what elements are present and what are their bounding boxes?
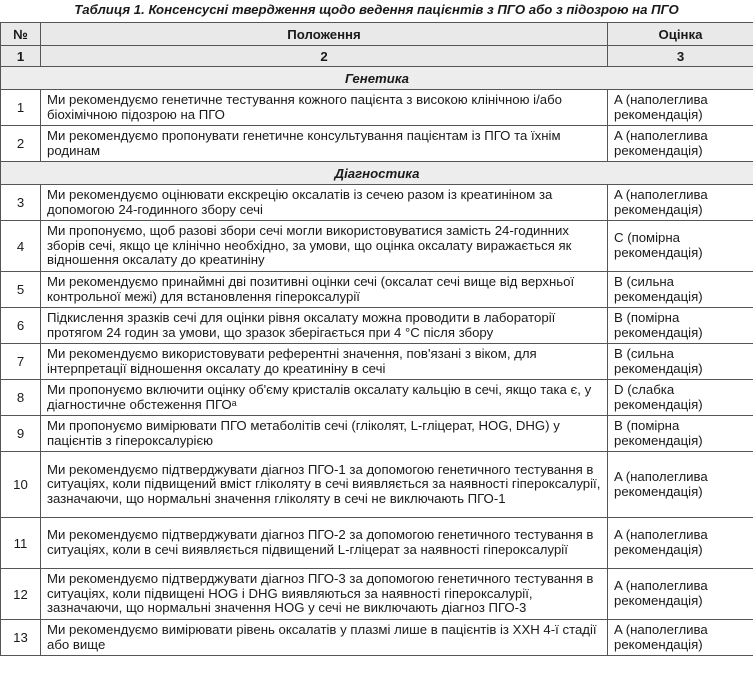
row-number: 2 (1, 126, 41, 162)
header-statement: Положення (41, 23, 608, 46)
table-row (1, 380, 753, 416)
section-title: Генетика (1, 67, 753, 90)
row-statement: Ми пропонуємо вимірювати ПГО метаболітів сечі (гліколят, L-гліцерат, HOG, DHG) у пацієнтів з гіпероксалурією (41, 416, 608, 452)
column-number: 2 (41, 46, 608, 67)
row-grade: A (наполеглива рекомендація) (608, 620, 753, 656)
row-grade: B (сильна рекомендація) (608, 272, 753, 308)
table-row (1, 126, 753, 162)
row-grade: A (наполеглива рекомендація) (608, 452, 753, 518)
row-grade: C (помірна рекомендація) (608, 221, 753, 272)
section-row (1, 67, 753, 90)
row-number: 9 (1, 416, 41, 452)
row-number: 4 (1, 221, 41, 272)
table-row (1, 308, 753, 344)
column-number: 1 (1, 46, 41, 67)
row-number: 11 (1, 518, 41, 569)
row-statement: Ми рекомендуємо використовувати референтні значення, пов'язані з віком, для інтерпретації відношення оксалату до креатиніну в сечі (41, 344, 608, 380)
row-grade: A (наполеглива рекомендація) (608, 569, 753, 620)
row-number: 1 (1, 90, 41, 126)
row-statement: Ми рекомендуємо принаймні дві позитивні оцінки сечі (оксалат сечі вище від верхньої контрольної межі) для встановлення гіпероксалурії (41, 272, 608, 308)
row-statement: Ми рекомендуємо вимірювати рівень оксалатів у плазмі лише в пацієнтів із ХХН 4-ї стадії або вище (41, 620, 608, 656)
table-row (1, 569, 753, 620)
row-statement: Ми рекомендуємо підтверджувати діагноз ПГО-3 за допомогою генетичного тестування в ситуаціях, коли підвищені HOG і DHG виявляються за наявності гіпероксалурії, зазначаючи, що нормальні значення HOG у сечі не виключають діагноз ПГО-3 (41, 569, 608, 620)
row-statement: Ми рекомендуємо генетичне тестування кожного пацієнта з високою клінічною і/або біохімічною підозрою на ПГО (41, 90, 608, 126)
table-row (1, 518, 753, 569)
row-statement: Ми пропонуємо включити оцінку об'єму кристалів оксалату кальцію в сечі, якщо така є, у діагностичне обстеження ПГОᵃ (41, 380, 608, 416)
row-number: 12 (1, 569, 41, 620)
row-grade: B (сильна рекомендація) (608, 344, 753, 380)
row-statement: Ми рекомендуємо пропонувати генетичне консультування пацієнтам із ПГО та їхнім родинам (41, 126, 608, 162)
row-grade: A (наполеглива рекомендація) (608, 126, 753, 162)
table-row (1, 185, 753, 221)
row-number: 3 (1, 185, 41, 221)
row-grade: A (наполеглива рекомендація) (608, 518, 753, 569)
row-grade: D (слабка рекомендація) (608, 380, 753, 416)
row-statement: Ми пропонуємо, щоб разові збори сечі могли використовуватися замість 24-годинних зборів сечі, якщо це клінічно необхідно, за умови, що оцінка оксалату виражається як відношення оксалату до креатиніну (41, 221, 608, 272)
row-grade: A (наполеглива рекомендація) (608, 90, 753, 126)
consensus-table (0, 22, 753, 656)
row-number: 8 (1, 380, 41, 416)
row-grade: B (помірна рекомендація) (608, 308, 753, 344)
row-number: 13 (1, 620, 41, 656)
section-title: Діагностика (1, 162, 753, 185)
table-row (1, 272, 753, 308)
table-caption: Таблиця 1. Консенсусні твердження щодо ведення пацієнтів з ПГО або з підозрою на ПГО (74, 2, 679, 17)
table-row (1, 452, 753, 518)
header-grade: Оцінка (608, 23, 753, 46)
row-grade: B (помірна рекомендація) (608, 416, 753, 452)
row-number: 10 (1, 452, 41, 518)
column-numbers-row (1, 46, 753, 67)
row-statement: Ми рекомендуємо оцінювати екскрецію оксалатів із сечею разом із креатиніном за допомогою 24-годинного збору сечі (41, 185, 608, 221)
row-number: 6 (1, 308, 41, 344)
row-statement: Ми рекомендуємо підтверджувати діагноз ПГО-2 за допомогою генетичного тестування в ситуаціях, коли в сечі виявляється підвищений L-гліцерат за наявності гіпероксалурії (41, 518, 608, 569)
row-grade: A (наполеглива рекомендація) (608, 185, 753, 221)
table-row (1, 221, 753, 272)
table-row (1, 416, 753, 452)
table-row (1, 344, 753, 380)
section-row (1, 162, 753, 185)
column-number: 3 (608, 46, 753, 67)
row-number: 7 (1, 344, 41, 380)
row-statement: Підкислення зразків сечі для оцінки рівня оксалату можна проводити в лабораторії протягом 24 годин за умови, що зразок зберігається при 4 °C після збору (41, 308, 608, 344)
header-num: № (1, 23, 41, 46)
row-statement: Ми рекомендуємо підтверджувати діагноз ПГО-1 за допомогою генетичного тестування в ситуаціях, коли підвищений вміст гліколяту в сечі виявляється за наявності гіпероксалурії, зазначаючи, що нормальні значення гліколяту в сечі не виключають ПГО-1 (41, 452, 608, 518)
table-row (1, 620, 753, 656)
row-number: 5 (1, 272, 41, 308)
header-row (1, 23, 753, 46)
table-row (1, 90, 753, 126)
